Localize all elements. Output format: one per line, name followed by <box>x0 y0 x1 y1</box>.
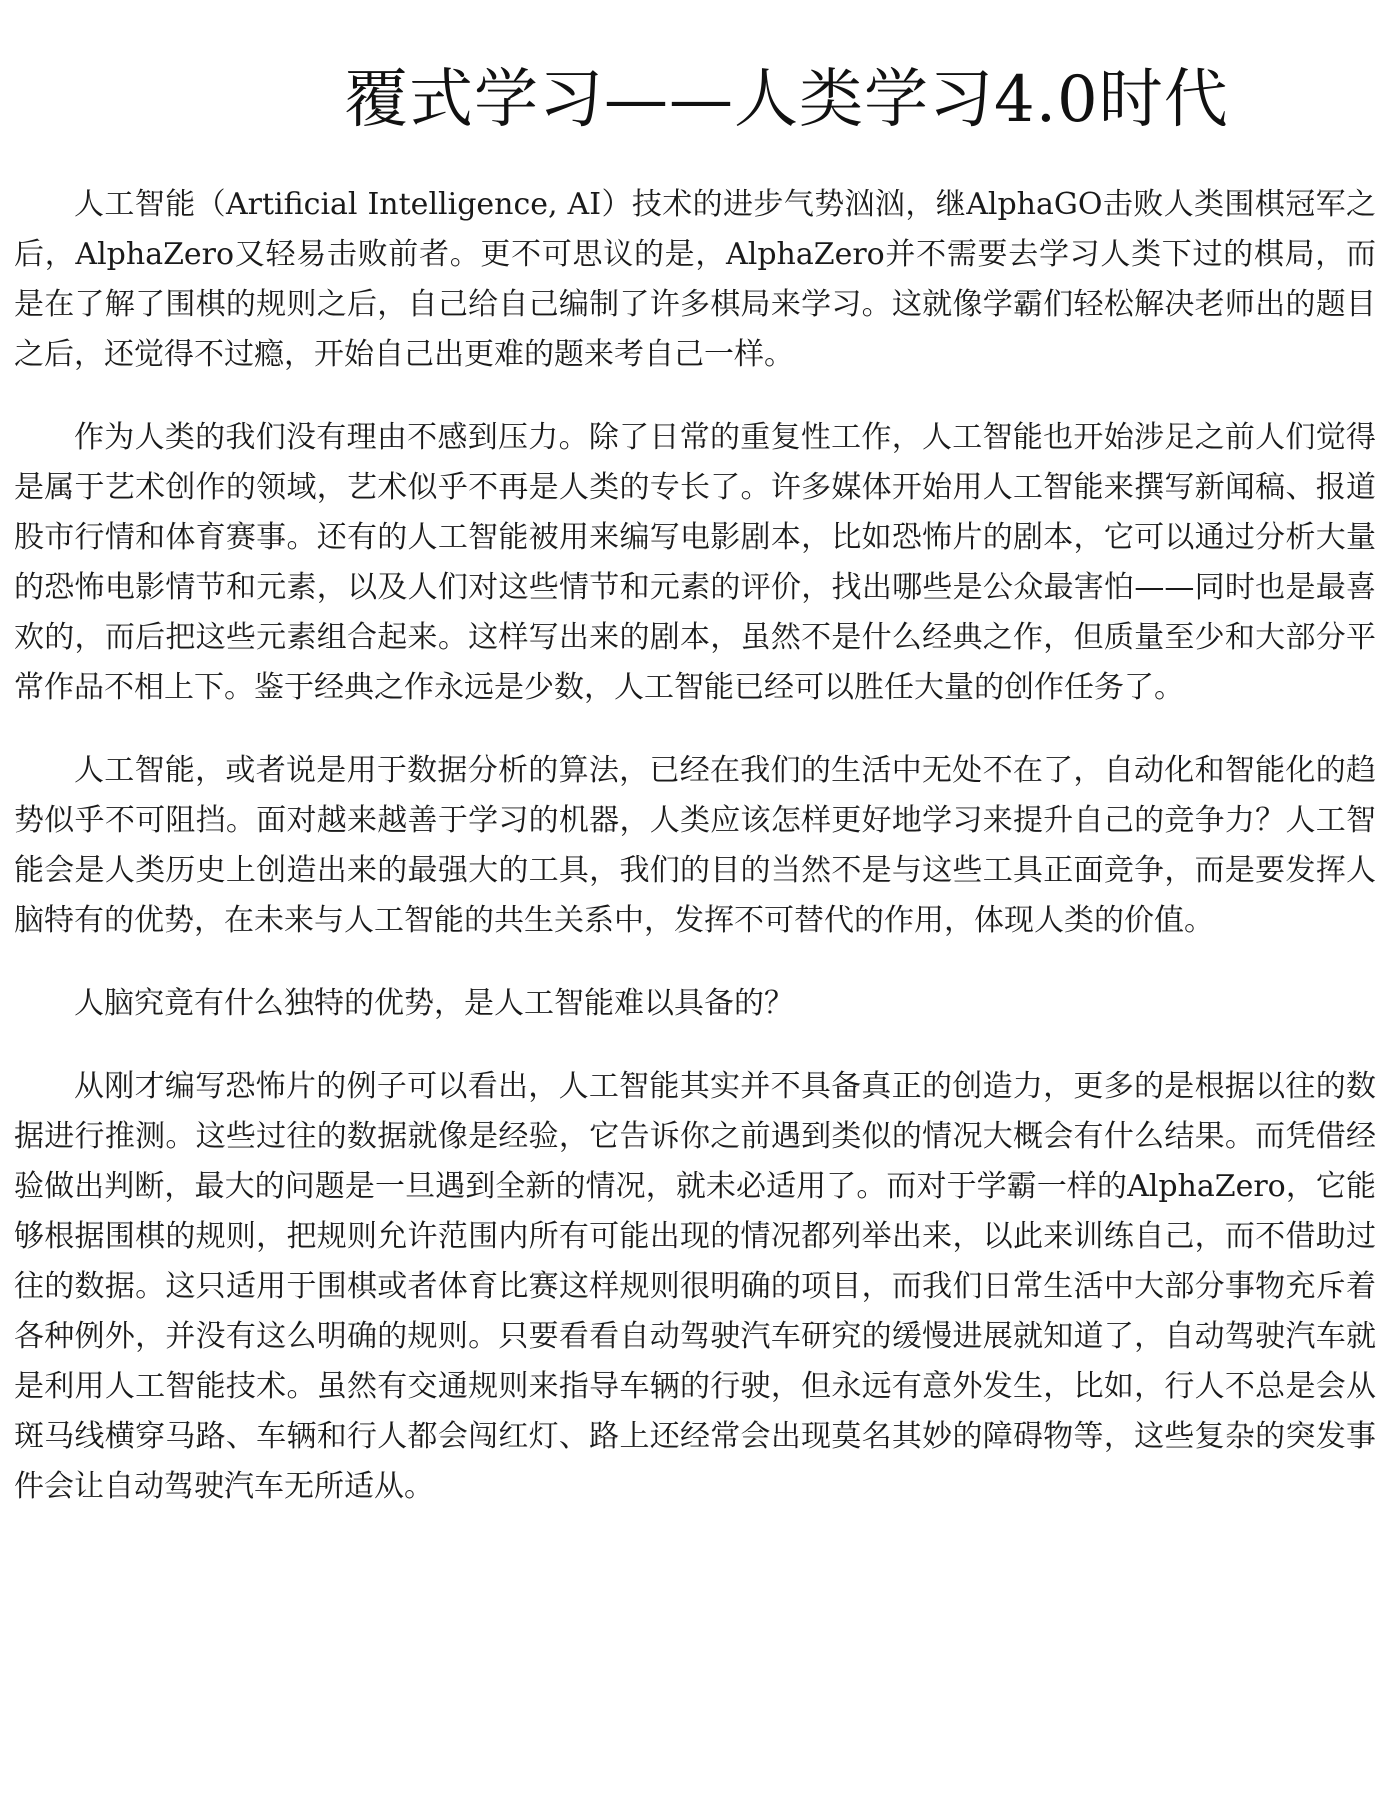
paragraph-5: 从刚才编写恐怖片的例子可以看出，人工智能其实并不具备真正的创造力，更多的是根据以往的数据进行推测。这些过往的数据就像是经验，它告诉你之前遇到类似的情况大概会有什么结果。而凭借经验做出判断，最大的问题是一旦遇到全新的情况，就未必适用了。而对于学霸一样的AlphaZero，它能够根据围棋的规则，把规则允许范围内所有可能出现的情况都列举出来，以此来训练自己，而不借助过往的数据。这只适用于围棋或者体育比赛这样规则很明确的项目，而我们日常生活中大部分事物充斥着各种例外，并没有这么明确的规则。只要看看自动驾驶汽车研究的缓慢进展就知道了，自动驾驶汽车就是利用人工智能技术。虽然有交通规则来指导车辆的行驶，但永远有意外发生，比如，行人不总是会从斑马线横穿马路、车辆和行人都会闯红灯、路上还经常会出现莫名其妙的障碍物等，这些复杂的突发事件会让自动驾驶汽车无所适从。 <box>14 1069 1376 1504</box>
document-page <box>14 60 1376 1545</box>
document-body <box>14 180 1376 1512</box>
paragraph-3: 人工智能，或者说是用于数据分析的算法，已经在我们的生活中无处不在了，自动化和智能化的趋势似乎不可阻挡。面对越来越善于学习的机器，人类应该怎样更好地学习来提升自己的竞争力？人工智能会是人类历史上创造出来的最强大的工具，我们的目的当然不是与这些工具正面竞争，而是要发挥人脑特有的优势，在未来与人工智能的共生关系中，发挥不可替代的作用，体现人类的价值。 <box>14 753 1376 938</box>
paragraph-4: 人脑究竟有什么独特的优势，是人工智能难以具备的？ <box>74 986 794 1021</box>
document-title: 覆式学习——人类学习4.0时代 <box>344 63 1229 137</box>
paragraph-2: 作为人类的我们没有理由不感到压力。除了日常的重复性工作，人工智能也开始涉足之前人们觉得是属于艺术创作的领域，艺术似乎不再是人类的专长了。许多媒体开始用人工智能来撰写新闻稿、报道股市行情和体育赛事。还有的人工智能被用来编写电影剧本，比如恐怖片的剧本，它可以通过分析大量的恐怖电影情节和元素，以及人们对这些情节和元素的评价，找出哪些是公众最害怕——同时也是最喜欢的，而后把这些元素组合起来。这样写出来的剧本，虽然不是什么经典之作，但质量至少和大部分平常作品不相上下。鉴于经典之作永远是少数，人工智能已经可以胜任大量的创作任务了。 <box>14 420 1376 705</box>
paragraph-1: 人工智能（Artificial Intelligence, AI）技术的进步气势汹汹，继AlphaGO击败人类围棋冠军之后，AlphaZero又轻易击败前者。更不可思议的是，AlphaZero并不需要去学习人类下过的棋局，而是在了解了围棋的规则之后，自己给自己编制了许多棋局来学习。这就像学霸们轻松解决老师出的题目之后，还觉得不过瘾，开始自己出更难的题来考自己一样。 <box>14 187 1376 372</box>
